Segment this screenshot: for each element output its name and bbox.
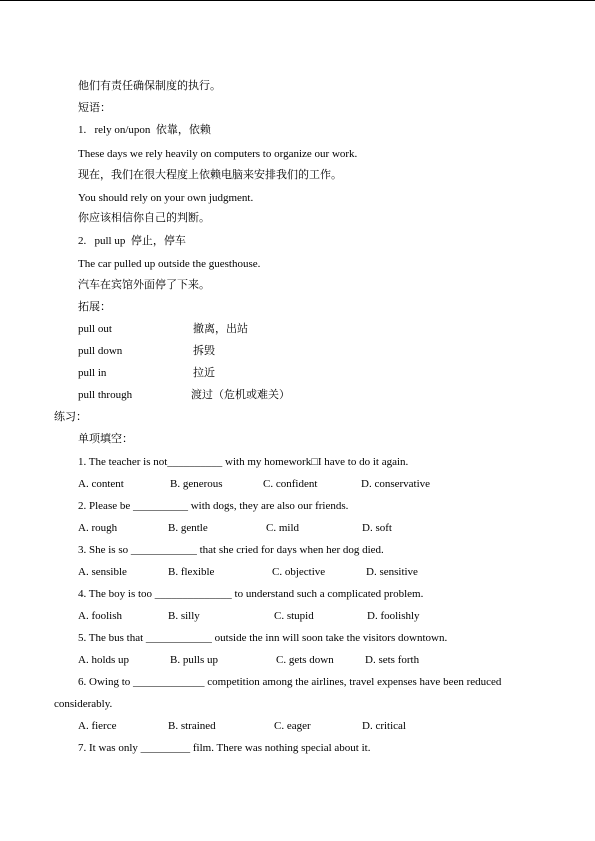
expansion-meaning: 拆毁 xyxy=(193,345,215,357)
multiple-choice-heading: 单项填空： xyxy=(78,433,133,445)
option-d: D. foolishly xyxy=(367,610,420,622)
question-stem: 6. Owing to _____________ competition among the airlines, travel expenses have been reduced xyxy=(78,676,502,688)
option-d: D. soft xyxy=(362,522,392,534)
option-a: A. content xyxy=(78,478,124,490)
option-d: D. sensitive xyxy=(366,566,418,578)
question-stem: 3. She is so ____________ that she cried for days when her dog died. xyxy=(78,544,384,556)
exercise-heading: 练习： xyxy=(54,411,87,423)
option-d: D. sets forth xyxy=(365,654,420,666)
expansion-meaning: 撤离，出站 xyxy=(193,323,248,335)
option-b: B. generous xyxy=(170,478,223,490)
question-stem: 5. The bus that ____________ outside the inn will soon take the visitors downtown. xyxy=(78,632,448,644)
option-b: B. strained xyxy=(168,720,216,732)
example-1-zh: 现在，我们在很大程度上依赖电脑来安排我们的工作。 xyxy=(78,169,342,181)
option-a: A. foolish xyxy=(78,610,122,622)
option-a: A. holds up xyxy=(78,654,130,666)
option-c: C. eager xyxy=(274,720,311,732)
intro-sentence: 他们有责任确保制度的执行。 xyxy=(78,80,221,92)
example-3-zh: 汽车在宾馆外面停了下来。 xyxy=(78,279,210,291)
option-c: C. confident xyxy=(263,478,318,490)
option-a: A. rough xyxy=(78,522,118,534)
option-b: B. pulls up xyxy=(170,654,218,666)
example-1-en: These days we rely heavily on computers to organize our work. xyxy=(78,148,358,160)
option-a: A. fierce xyxy=(78,720,117,732)
option-d: D. critical xyxy=(362,720,406,732)
option-b: B. gentle xyxy=(168,522,208,534)
expansion-meaning: 渡过（危机或难关） xyxy=(191,389,290,401)
question-stem: 2. Please be __________ with dogs, they are also our friends. xyxy=(78,500,349,512)
option-c: C. stupid xyxy=(274,610,314,622)
expansion-phrase: pull out xyxy=(78,323,112,335)
expansion-meaning: 拉近 xyxy=(193,367,215,379)
expansion-phrase: pull down xyxy=(78,345,123,357)
option-d: D. conservative xyxy=(361,478,431,490)
option-b: B. silly xyxy=(168,610,200,622)
expansion-phrase: pull in xyxy=(78,367,107,379)
expansion-phrase: pull through xyxy=(78,389,133,401)
phrase-1: 1. rely on/upon 依靠，依赖 xyxy=(78,124,211,136)
option-a: A. sensible xyxy=(78,566,127,578)
option-c: C. objective xyxy=(272,566,326,578)
top-rule xyxy=(0,0,595,1)
option-b: B. flexible xyxy=(168,566,215,578)
phrases-heading: 短语： xyxy=(78,102,111,114)
example-2-en: You should rely on your own judgment. xyxy=(78,192,254,204)
option-c: C. mild xyxy=(266,522,300,534)
question-stem: 1. The teacher is not__________ with my homework□I have to do it again. xyxy=(78,456,409,468)
expansion-heading: 拓展： xyxy=(78,301,111,313)
option-c: C. gets down xyxy=(276,654,334,666)
question-stem: 7. It was only _________ film. There was nothing special about it. xyxy=(78,742,371,754)
question-stem-continuation: considerably. xyxy=(54,698,113,710)
phrase-2: 2. pull up 停止，停车 xyxy=(78,235,186,247)
example-3-en: The car pulled up outside the guesthouse. xyxy=(78,258,261,270)
question-stem: 4. The boy is too ______________ to understand such a complicated problem. xyxy=(78,588,424,600)
example-2-zh: 你应该相信你自己的判断。 xyxy=(78,212,210,224)
